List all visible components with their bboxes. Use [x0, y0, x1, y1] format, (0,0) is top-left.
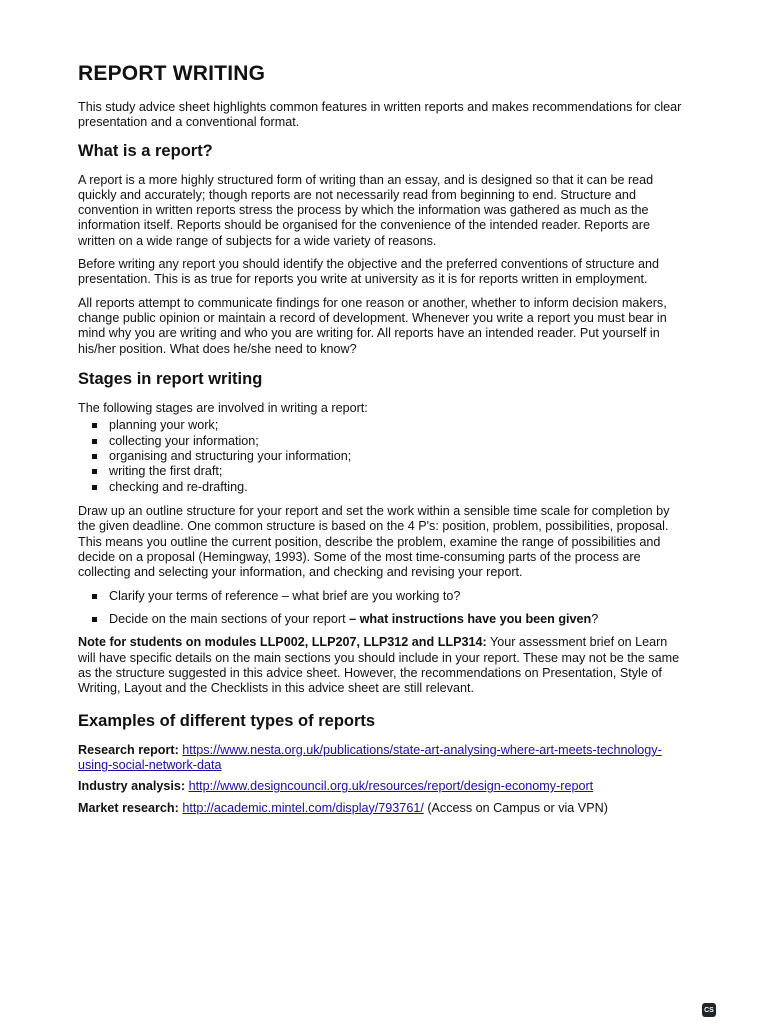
- example-label: Industry analysis:: [78, 779, 186, 794]
- example-suffix: (Access on Campus or via VPN): [423, 800, 608, 815]
- list-item: planning your work;: [92, 418, 682, 433]
- cs-badge-icon: CS: [702, 1003, 716, 1017]
- decide-bullet-bold: – what instructions have you been given: [349, 612, 592, 627]
- decide-bullet-end: ?: [591, 612, 599, 627]
- market-research-link[interactable]: http://academic.mintel.com/display/793761/: [182, 800, 424, 815]
- stages-lead: The following stages are involved in writing a report:: [78, 400, 368, 415]
- decide-bullet: [92, 612, 682, 627]
- stages-paragraph: Draw up an outline structure for your report and set the work within a sensible time scale for completion by the given deadline. One common structure is based on the 4 P's: position, problem, possibilities, proposal. This means you outline the current position, describe the problem, examine the range of possibilities and decide on a proposal (Hemingway, 1993). Some of the most time-consuming parts of the process are collecting and selecting your information, and checking and revising your report.: [78, 504, 670, 580]
- stages-bullets: [78, 589, 682, 628]
- clarify-bullet: Clarify your terms of reference – what brief are you working to?: [92, 589, 682, 604]
- what-is-paragraph-3: All reports attempt to communicate findings for one reason or another, whether to inform decision makers, change public opinion or maintain a record of development. Whenever you write a report you must bear in mind why you are writing and who you are writing for. All reports have an intended reader. Put yourself in his/her position. What does he/she need to know?: [78, 295, 667, 356]
- modules-note: [78, 635, 682, 696]
- note-text: Your assessment brief on Learn will have specific details on the main sections you should include in your report. These may not be the same as the structure suggested in this advice sheet. However, the recommendations on Presentation, Style of Writing, Layout and the Checklists in this advice sheet are still relevant.: [78, 635, 680, 696]
- what-is-heading: What is a report?: [78, 141, 213, 160]
- note-label: Note for students on modules LLP002, LLP207, LLP312 and LLP314:: [78, 635, 487, 650]
- example-label: Research report:: [78, 742, 179, 757]
- list-item: organising and structuring your information;: [92, 449, 682, 464]
- stages-heading: Stages in report writing: [78, 369, 263, 388]
- list-item: writing the first draft;: [92, 464, 682, 479]
- list-item: collecting your information;: [92, 434, 682, 449]
- decide-bullet-text: Decide on the main sections of your report: [109, 612, 350, 627]
- what-is-paragraph-2: Before writing any report you should identify the objective and the preferred conventions of structure and presentation. This is as true for reports you write at university as it is for reports written in employment.: [78, 257, 660, 287]
- example-label: Market research:: [78, 800, 179, 815]
- what-is-paragraph-1: A report is a more highly structured form of writing than an essay, and is designed so that it can be read quickly and accurately; though reports are not necessarily read from beginning to end. Structure and convention in written reports stress the process by which the information was gathered as much as the information itself. Reports should be organised for the convenience of the intended reader. Reports are written on a wide range of subjects for a wide variety of reasons.: [78, 172, 654, 248]
- examples-heading: Examples of different types of reports: [78, 711, 376, 730]
- example-industry: [78, 779, 682, 794]
- stages-list: [78, 418, 682, 495]
- research-report-link[interactable]: https://www.nesta.org.uk/publications/state-art-analysing-where-art-meets-technology-using-social-network-data: [78, 742, 662, 772]
- list-item: checking and re-drafting.: [92, 480, 682, 495]
- example-market: [78, 801, 682, 816]
- intro-paragraph: This study advice sheet highlights common features in written reports and makes recommendations for clear presentation and a conventional format.: [78, 100, 682, 130]
- document-page: [78, 62, 682, 822]
- industry-analysis-link[interactable]: http://www.designcouncil.org.uk/resources/report/design-economy-report: [188, 779, 594, 794]
- page-title: REPORT WRITING: [78, 62, 266, 85]
- examples-list: [78, 743, 682, 816]
- example-research: [78, 743, 682, 774]
